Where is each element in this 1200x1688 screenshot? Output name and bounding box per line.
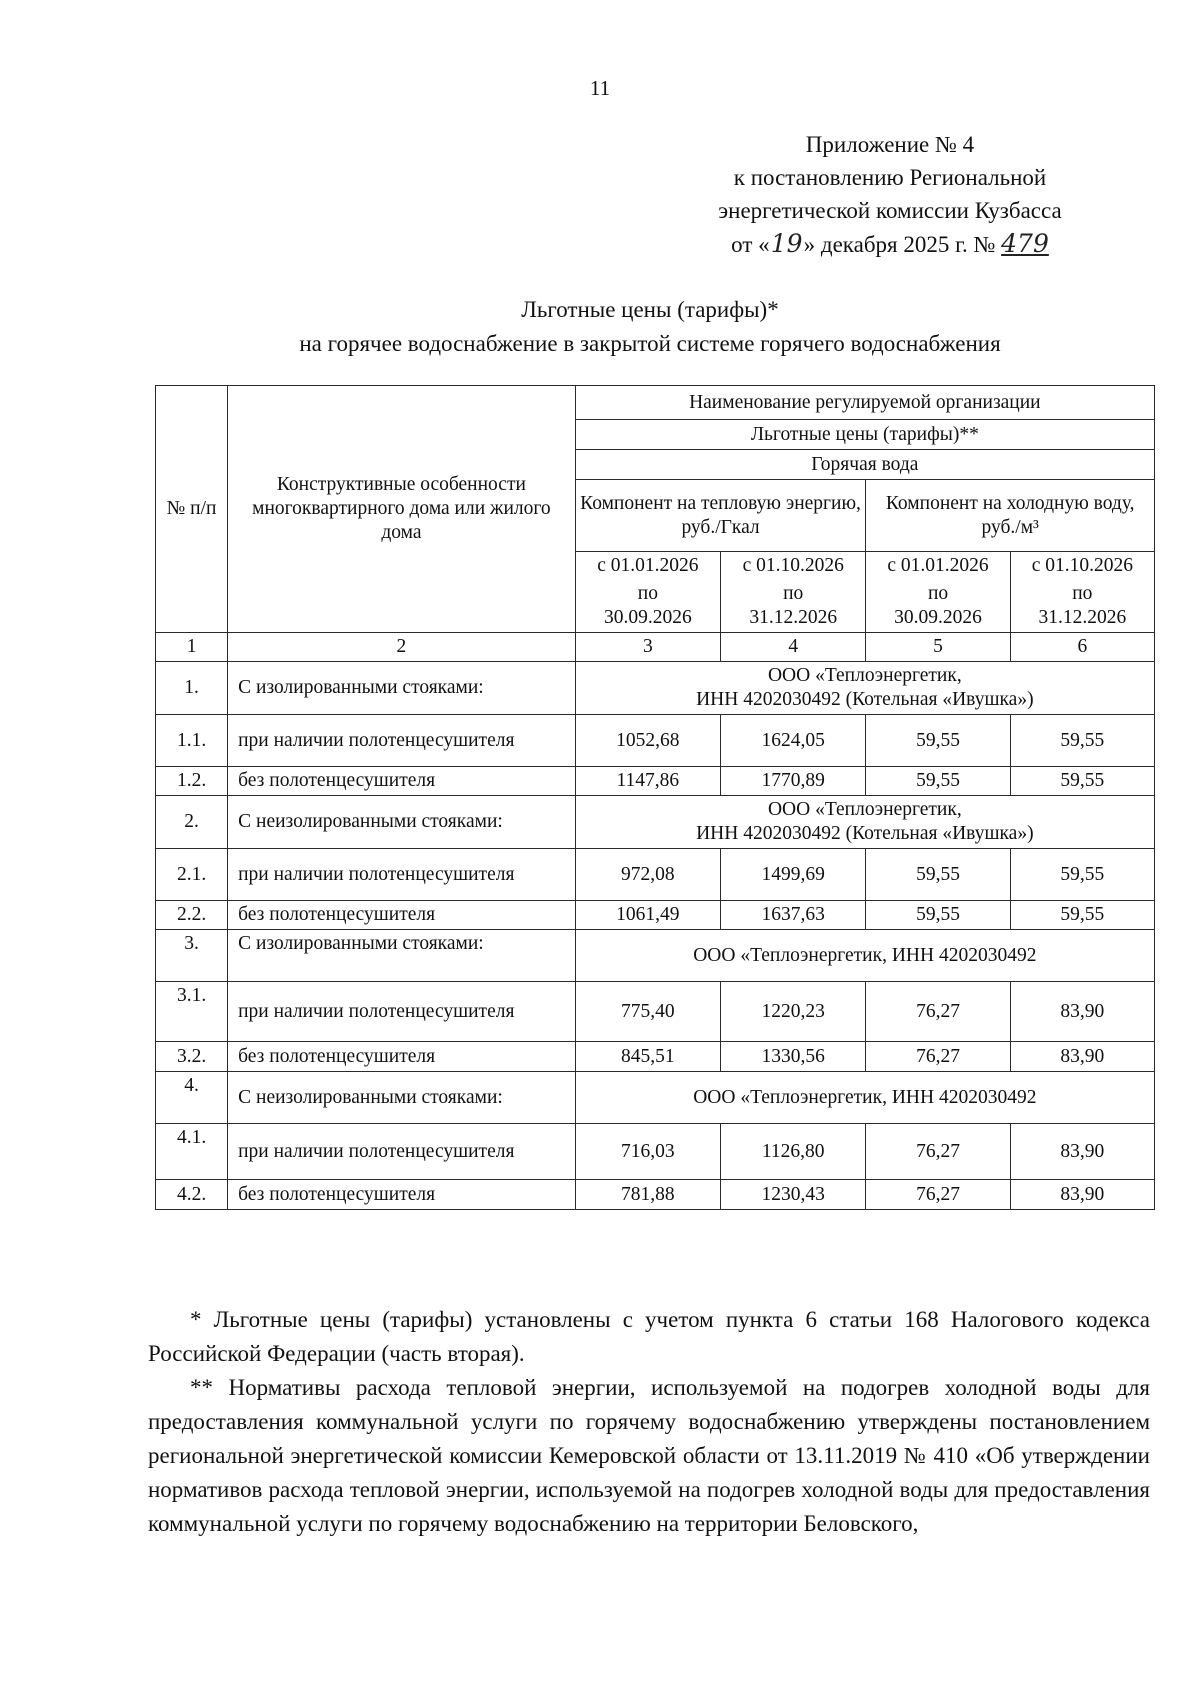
row-num: 1.1. [156, 715, 228, 767]
value-cell: 1147,86 [575, 767, 720, 796]
group-num: 3. [156, 930, 228, 982]
period-to-cell [1010, 580, 1154, 633]
value-cell: 1330,56 [721, 1042, 866, 1072]
period-to-cell [575, 580, 720, 633]
title-line-1: Льготные цены (тарифы)* [521, 297, 779, 322]
row-feature: без полотенцесушителя [228, 1042, 576, 1072]
group-row [156, 662, 1155, 715]
header-col-features: Конструктивные особенности многоквартирного дома или жилого дома [228, 386, 576, 633]
table-row [156, 1124, 1155, 1180]
table-row [156, 767, 1155, 796]
row-feature: без полотенцесушителя [228, 1180, 576, 1210]
value-cell: 59,55 [866, 849, 1010, 901]
value-cell: 845,51 [575, 1042, 720, 1072]
group-feature: С неизолированными стояками: [228, 1072, 576, 1124]
group-org [575, 796, 1154, 849]
title-line-2: на горячее водоснабжение в закрытой системе горячего водоснабжения [299, 331, 1001, 356]
row-feature: без полотенцесушителя [228, 901, 576, 930]
group-org-line-1: ООО «Теплоэнергетик, [767, 799, 962, 820]
table-row [156, 1180, 1155, 1210]
value-cell: 59,55 [1010, 767, 1154, 796]
value-cell: 775,40 [575, 982, 720, 1042]
period-to-cell [721, 580, 866, 633]
approval-date-line [680, 227, 1100, 261]
date-middle: » декабря 2025 г. № [803, 232, 996, 257]
period-to: 30.09.2026 [894, 607, 982, 628]
group-org-line-1: ООО «Теплоэнергетик, [767, 665, 962, 686]
value-cell: 83,90 [1010, 982, 1154, 1042]
value-cell: 1499,69 [721, 849, 866, 901]
group-row [156, 796, 1155, 849]
row-feature: при наличии полотенцесушителя [228, 715, 576, 767]
period-to-label: по [783, 583, 804, 604]
group-row [156, 930, 1155, 982]
column-number: 1 [156, 633, 228, 662]
group-org [575, 1072, 1154, 1124]
table-row [156, 849, 1155, 901]
group-row [156, 1072, 1155, 1124]
value-cell: 83,90 [1010, 1124, 1154, 1180]
period-to-label: по [637, 583, 658, 604]
group-org-line-1: ООО «Теплоэнергетик, ИНН 4202030492 [693, 1086, 1037, 1108]
value-cell: 781,88 [575, 1180, 720, 1210]
column-number: 4 [721, 633, 866, 662]
group-org [575, 930, 1154, 982]
document-title [150, 293, 1150, 361]
value-cell: 1220,23 [721, 982, 866, 1042]
footnote-1: * Льготные цены (тарифы) установлены с учетом пункта 6 статьи 168 Налогового кодекса Российской Федерации (часть вторая). [148, 1307, 1150, 1366]
value-cell: 59,55 [866, 715, 1010, 767]
handwritten-number: 479 [1001, 229, 1049, 258]
row-feature: при наличии полотенцесушителя [228, 849, 576, 901]
table-row [156, 982, 1155, 1042]
group-feature: С неизолированными стояками: [228, 796, 576, 849]
table-row [156, 1042, 1155, 1072]
value-cell: 716,03 [575, 1124, 720, 1180]
footnotes [148, 1303, 1150, 1541]
row-feature: без полотенцесушителя [228, 767, 576, 796]
period-to-cell [866, 580, 1010, 633]
value-cell: 1637,63 [721, 901, 866, 930]
row-num: 4.1. [156, 1124, 228, 1180]
header-cold-component: Компонент на холодную воду, руб./м³ [866, 480, 1155, 552]
approval-block [680, 128, 1100, 261]
value-cell: 1230,43 [721, 1180, 866, 1210]
group-num: 4. [156, 1072, 228, 1124]
value-cell: 83,90 [1010, 1042, 1154, 1072]
header-col-num: № п/п [156, 386, 228, 633]
value-cell: 59,55 [866, 767, 1010, 796]
row-num: 4.2. [156, 1180, 228, 1210]
approval-line-2: к постановлению Региональной [733, 165, 1047, 190]
table-row [156, 715, 1155, 767]
value-cell: 972,08 [575, 849, 720, 901]
group-org-line-2: ИНН 4202030492 (Котельная «Ивушка») [696, 823, 1034, 844]
period-from: с 01.10.2026 [1010, 552, 1154, 581]
row-feature: при наличии полотенцесушителя [228, 1124, 576, 1180]
row-num: 3.2. [156, 1042, 228, 1072]
period-to: 31.12.2026 [749, 607, 838, 628]
value-cell: 59,55 [1010, 715, 1154, 767]
value-cell: 1061,49 [575, 901, 720, 930]
group-num: 2. [156, 796, 228, 849]
table-row [156, 901, 1155, 930]
header-hot-water: Горячая вода [575, 450, 1154, 480]
tariff-table [155, 385, 1155, 1210]
value-cell: 1126,80 [721, 1124, 866, 1180]
row-num: 2.2. [156, 901, 228, 930]
row-num: 3.1. [156, 982, 228, 1042]
value-cell: 1770,89 [721, 767, 866, 796]
group-num: 1. [156, 662, 228, 715]
approval-line-1: Приложение № 4 [805, 132, 975, 157]
column-number: 5 [866, 633, 1010, 662]
row-feature: при наличии полотенцесушителя [228, 982, 576, 1042]
group-feature: С изолированными стояками: [228, 662, 576, 715]
column-number: 2 [228, 633, 576, 662]
value-cell: 83,90 [1010, 1180, 1154, 1210]
value-cell: 1624,05 [721, 715, 866, 767]
header-org-name: Наименование регулируемой организации [575, 386, 1154, 420]
period-to-label: по [927, 583, 949, 604]
value-cell: 59,55 [1010, 901, 1154, 930]
column-number: 6 [1010, 633, 1154, 662]
header-heat-component: Компонент на тепловую энергию, руб./Гкал [575, 480, 866, 552]
page-number: 11 [589, 76, 611, 100]
column-number: 3 [575, 633, 720, 662]
value-cell: 76,27 [866, 1180, 1010, 1210]
row-num: 1.2. [156, 767, 228, 796]
value-cell: 59,55 [1010, 849, 1154, 901]
date-prefix: от « [731, 232, 770, 257]
group-feature: С изолированными стояками: [228, 930, 576, 982]
period-to: 31.12.2026 [1038, 607, 1127, 628]
value-cell: 1052,68 [575, 715, 720, 767]
value-cell: 76,27 [866, 982, 1010, 1042]
period-from: с 01.01.2026 [866, 552, 1010, 581]
row-num: 2.1. [156, 849, 228, 901]
period-to-label: по [1072, 583, 1093, 604]
period-from: с 01.10.2026 [721, 552, 866, 581]
value-cell: 76,27 [866, 1042, 1010, 1072]
period-to: 30.09.2026 [603, 607, 692, 628]
group-org-line-2: ИНН 4202030492 (Котельная «Ивушка») [696, 689, 1034, 710]
value-cell: 59,55 [866, 901, 1010, 930]
header-tariffs: Льготные цены (тарифы)** [575, 420, 1154, 450]
handwritten-day: 19 [770, 229, 803, 258]
period-from: с 01.01.2026 [575, 552, 720, 581]
group-org-line-1: ООО «Теплоэнергетик, ИНН 4202030492 [693, 944, 1037, 966]
approval-line-3: энергетической комиссии Кузбасса [718, 198, 1062, 223]
footnote-2: ** Нормативы расхода тепловой энергии, используемой на подогрев холодной воды для предоставления коммунальной услуги по горячему водоснабжению утверждены постановлением региональной энергетической комиссии Кемеровской области от 13.11.2019 № 410 «Об утверждении нормативов расхода тепловой энергии, используемой на подогрев холодной воды для предоставления коммунальной услуги по горячему водоснабжению на территории Беловского, [148, 1375, 1150, 1536]
value-cell: 76,27 [866, 1124, 1010, 1180]
group-org [575, 662, 1154, 715]
